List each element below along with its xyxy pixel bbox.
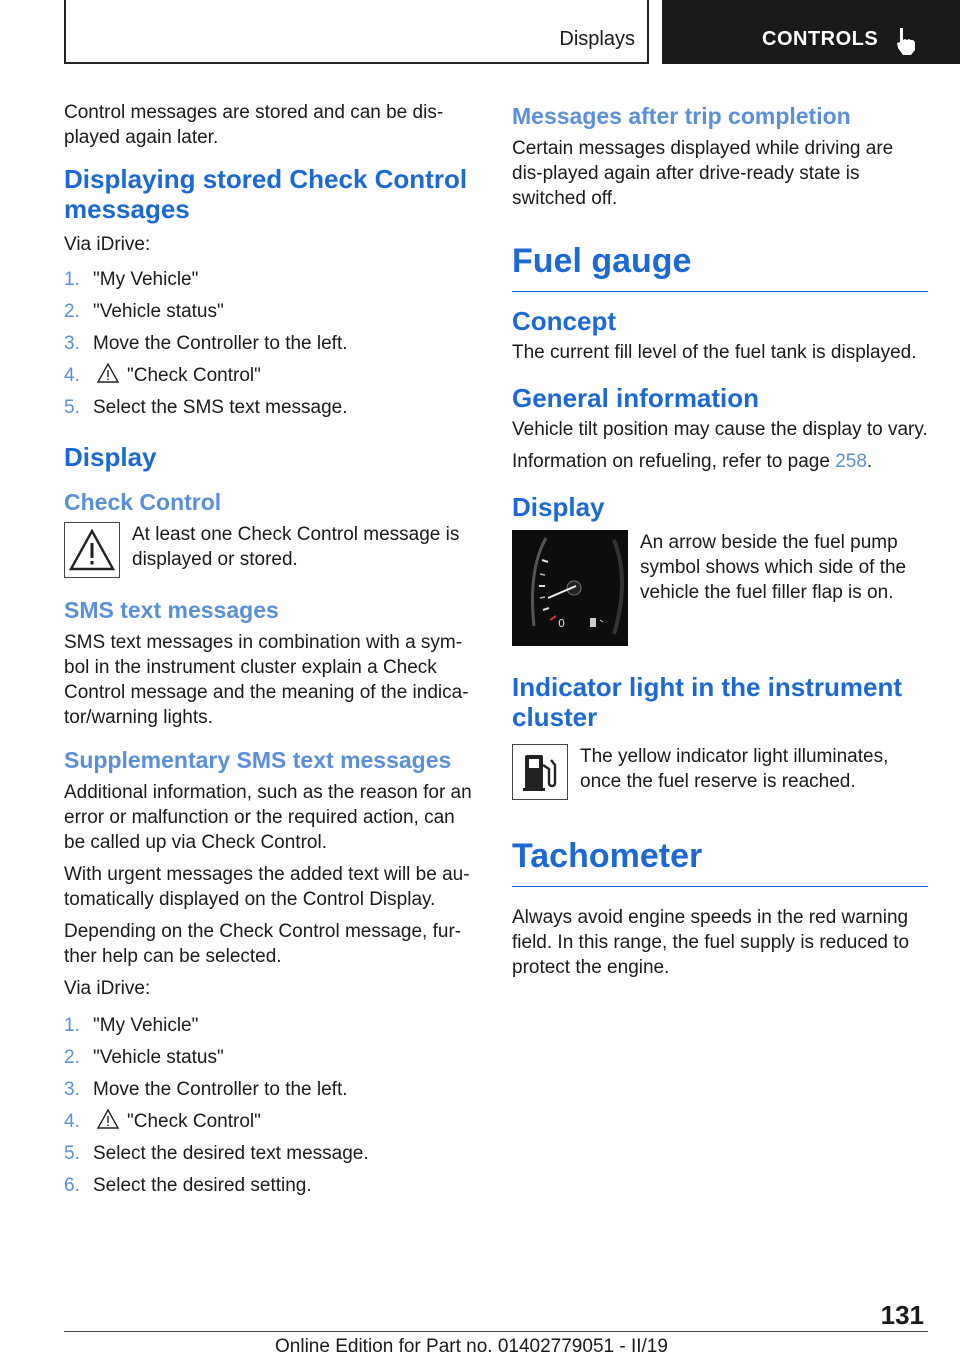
warning-triangle-icon xyxy=(97,1109,119,1129)
left-column xyxy=(64,100,474,1205)
via-idrive-2: Via iDrive: xyxy=(64,978,151,999)
heading-general-info: General information xyxy=(512,383,760,413)
list-item: 3. Move the Controller to the left. xyxy=(64,1079,348,1100)
list-item: 2. "Vehicle status" xyxy=(64,1047,224,1068)
steps-list-2 xyxy=(64,1013,474,1198)
indicator-row xyxy=(512,744,928,800)
list-item: 1. "My Vehicle" xyxy=(64,1015,199,1036)
supp-text-1: Additional information, such as the reason for an error or malfunction or the required action, can be called up via Check Control. xyxy=(64,782,472,853)
supp-text-3: Depending on the Check Control message, fur-ther help can be selected. xyxy=(64,921,462,967)
tacho-text: Always avoid engine speeds in the red warning field. In this range, the fuel supply is reduced to protect the engine. xyxy=(512,907,910,978)
footer-divider xyxy=(64,1331,928,1332)
svg-text:0: 0 xyxy=(558,617,565,630)
heading-check-control: Check Control xyxy=(64,489,222,515)
trip-text: Certain messages displayed while driving are dis-played again after drive-ready state is switched off. xyxy=(512,138,894,209)
indicator-text: The yellow indicator light illuminates, once the fuel reserve is reached. xyxy=(580,746,889,792)
heading-stored-messages: Displaying stored Check Control messages xyxy=(64,164,468,224)
heading-fuel-gauge: Fuel gauge xyxy=(512,241,928,292)
sms-text: SMS text messages in combination with a sym-bol in the instrument cluster explain a Check Control message and the meaning of the indica-tor/warning lights. xyxy=(64,632,469,728)
list-item: 1. "My Vehicle" xyxy=(64,269,199,290)
check-control-row xyxy=(64,522,474,578)
heading-concept: Concept xyxy=(512,306,616,336)
supp-text-2: With urgent messages the added text will be au-tomatically displayed on the Control Display. xyxy=(64,864,470,910)
list-item: 4. "Check Control" xyxy=(64,365,261,386)
header-section-tab xyxy=(64,0,649,64)
general-text-1: Vehicle tilt position may cause the display to vary. xyxy=(512,419,928,440)
via-idrive-1: Via iDrive: xyxy=(64,234,151,255)
header-section-label: Displays xyxy=(559,28,635,50)
general-text-2: Information on refueling, refer to page 258. xyxy=(512,451,873,472)
page-link[interactable]: 258 xyxy=(835,451,867,472)
concept-text: The current fill level of the fuel tank is displayed. xyxy=(512,342,917,363)
page-number: 131 xyxy=(880,1300,924,1330)
right-column xyxy=(512,100,928,987)
heading-tachometer: Tachometer xyxy=(512,836,928,887)
warning-triangle-icon xyxy=(97,363,119,383)
check-control-text: At least one Check Control message is displayed or stored. xyxy=(132,524,460,570)
heading-display-right: Display xyxy=(512,492,605,522)
footer-edition: Online Edition for Part no. 01402779051 - II/19 xyxy=(275,1336,668,1357)
intro-text: Control messages are stored and can be dis-played again later. xyxy=(64,102,444,148)
heading-display: Display xyxy=(64,442,157,472)
fuel-gauge-image xyxy=(512,530,628,646)
list-item: 2. "Vehicle status" xyxy=(64,301,224,322)
list-item: 5. Select the SMS text message. xyxy=(64,397,348,418)
display-text: An arrow beside the fuel pump symbol shows which side of the vehicle the fuel filler flap is on. xyxy=(640,532,907,603)
header-chapter-label: CONTROLS xyxy=(762,28,879,50)
list-item: 6. Select the desired setting. xyxy=(64,1175,312,1196)
warning-triangle-icon xyxy=(64,522,120,578)
fuel-pump-icon xyxy=(512,744,568,800)
list-item: 3. Move the Controller to the left. xyxy=(64,333,348,354)
heading-sms: SMS text messages xyxy=(64,597,279,623)
list-item: 4. "Check Control" xyxy=(64,1111,261,1132)
list-item: 5. Select the desired text message. xyxy=(64,1143,369,1164)
heading-supplementary: Supplementary SMS text messages xyxy=(64,747,452,773)
heading-trip-completion: Messages after trip completion xyxy=(512,103,851,129)
pointing-hand-icon xyxy=(894,26,920,56)
heading-indicator-light: Indicator light in the instrument cluster xyxy=(512,672,902,732)
steps-list-1 xyxy=(64,267,474,420)
fuel-display-row xyxy=(512,530,928,646)
